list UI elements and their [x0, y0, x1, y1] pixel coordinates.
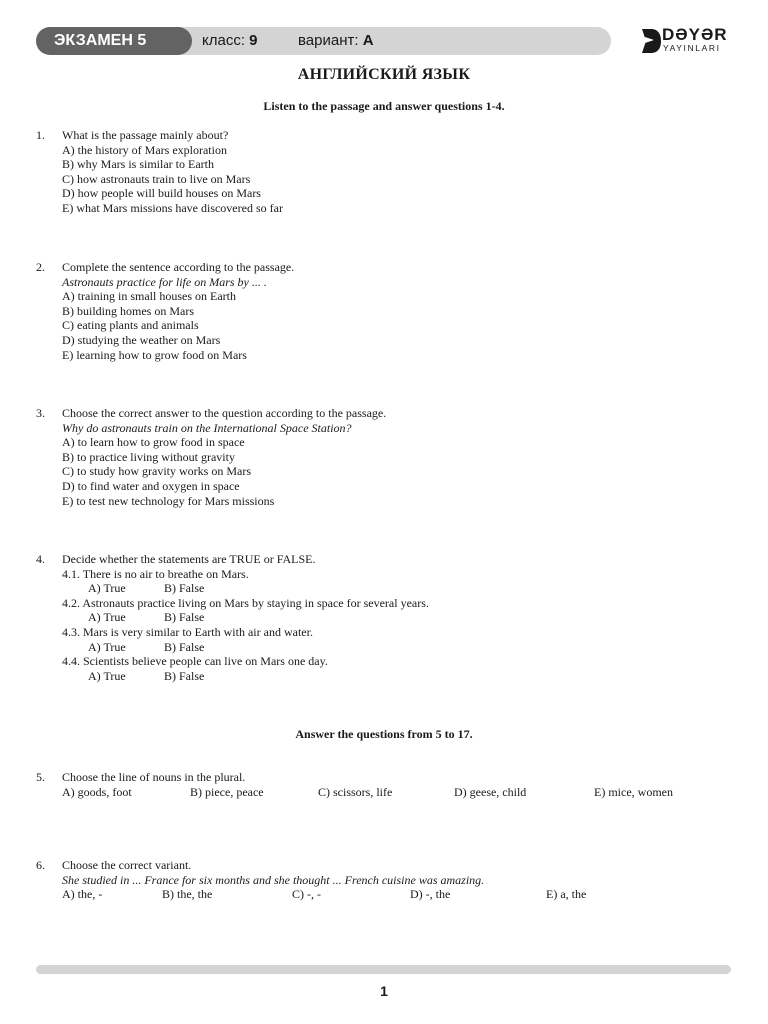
option: E) a, the: [546, 887, 587, 902]
option: A) the history of Mars exploration: [62, 142, 227, 157]
option: A) True: [88, 581, 126, 596]
option: D) to find water and oxygen in space: [62, 478, 240, 493]
variant-field: [298, 27, 374, 55]
option: D) geese, child: [454, 784, 527, 799]
option: D) how people will build houses on Mars: [62, 186, 261, 201]
option: A) True: [88, 668, 126, 683]
subject-title: АНГЛИЙСКИЙ ЯЗЫК: [297, 66, 471, 83]
option: B) False: [164, 610, 205, 625]
variant-label: вариант:: [298, 32, 359, 49]
option: A) goods, foot: [62, 784, 132, 799]
option: C) scissors, life: [318, 784, 393, 799]
true-false-options: [62, 610, 429, 625]
question-prompt: Choose the line of nouns in the plural.: [62, 770, 246, 784]
options-row: [62, 887, 587, 902]
question-stem: Why do astronauts train on the International Space Station?: [62, 420, 352, 435]
question-prompt: Complete the sentence according to the passage.: [62, 260, 295, 274]
page-number: 1: [380, 983, 388, 999]
question-prompt: What is the passage mainly about?: [62, 128, 229, 142]
logo-subtitle: YAYINLARI: [663, 43, 721, 53]
statement: 4.1. There is no air to breathe on Mars.: [62, 566, 249, 581]
option: D) studying the weather on Mars: [62, 332, 221, 347]
options-row: [62, 784, 673, 800]
statement: 4.4. Scientists believe people can live on Mars one day.: [62, 654, 328, 669]
option: E) mice, women: [594, 784, 673, 799]
instruction-answer: Answer the questions from 5 to 17.: [295, 727, 473, 741]
option: B) why Mars is similar to Earth: [62, 157, 214, 172]
true-false-options: [62, 669, 429, 684]
question-prompt: Decide whether the statements are TRUE or FALSE.: [62, 552, 316, 566]
footer-bar: [36, 965, 731, 974]
logo-word: DƏYƏR: [662, 25, 728, 44]
option: B) piece, peace: [190, 784, 264, 799]
option: E) learning how to grow food on Mars: [62, 347, 247, 362]
question-prompt: Choose the correct answer to the question according to the passage.: [62, 406, 387, 420]
logo-mark-icon: [640, 27, 662, 55]
option: A) to learn how to grow food in space: [62, 435, 245, 450]
publisher-logo: [640, 26, 736, 58]
option: A) True: [88, 610, 126, 625]
option: D) -, the: [410, 887, 451, 902]
option: E) to test new technology for Mars missions: [62, 493, 275, 508]
question-number: 5.: [36, 770, 45, 784]
class-field: [202, 27, 258, 55]
instruction-listen: Listen to the passage and answer questions 1-4.: [263, 99, 505, 113]
option: B) False: [164, 639, 205, 654]
question-stem: Astronauts practice for life on Mars by ... .: [62, 274, 267, 289]
true-false-options: [62, 581, 429, 596]
statement: 4.2. Astronauts practice living on Mars by staying in space for several years.: [62, 595, 429, 610]
option: B) to practice living without gravity: [62, 449, 235, 464]
option: C) to study how gravity works on Mars: [62, 464, 251, 479]
variant-value: A: [362, 32, 374, 49]
exam-title: ЭКЗАМЕН 5: [36, 27, 192, 55]
question-number: 6.: [36, 858, 45, 872]
statement: 4.3. Mars is very similar to Earth with air and water.: [62, 624, 313, 639]
option: C) how astronauts train to live on Mars: [62, 171, 251, 186]
question-prompt: Choose the correct variant.: [62, 858, 192, 872]
option: A) True: [88, 639, 126, 654]
option: B) False: [164, 668, 205, 683]
option: B) the, the: [162, 887, 213, 902]
question-number: 4.: [36, 552, 45, 566]
class-value: 9: [249, 32, 258, 49]
option: E) what Mars missions have discovered so far: [62, 200, 283, 215]
option: C) eating plants and animals: [62, 318, 199, 333]
class-label: класс:: [202, 32, 245, 49]
option: B) building homes on Mars: [62, 303, 194, 318]
option: A) training in small houses on Earth: [62, 289, 236, 304]
question-stem: She studied in ... France for six months and she thought ... French cuisine was amazing.: [62, 872, 485, 887]
question-number: 1.: [36, 128, 45, 142]
option: B) False: [164, 581, 205, 596]
true-false-options: [62, 640, 429, 655]
question-number: 2.: [36, 260, 45, 274]
option: C) -, -: [292, 887, 321, 902]
question-number: 3.: [36, 406, 45, 420]
option: A) the, -: [62, 887, 103, 902]
